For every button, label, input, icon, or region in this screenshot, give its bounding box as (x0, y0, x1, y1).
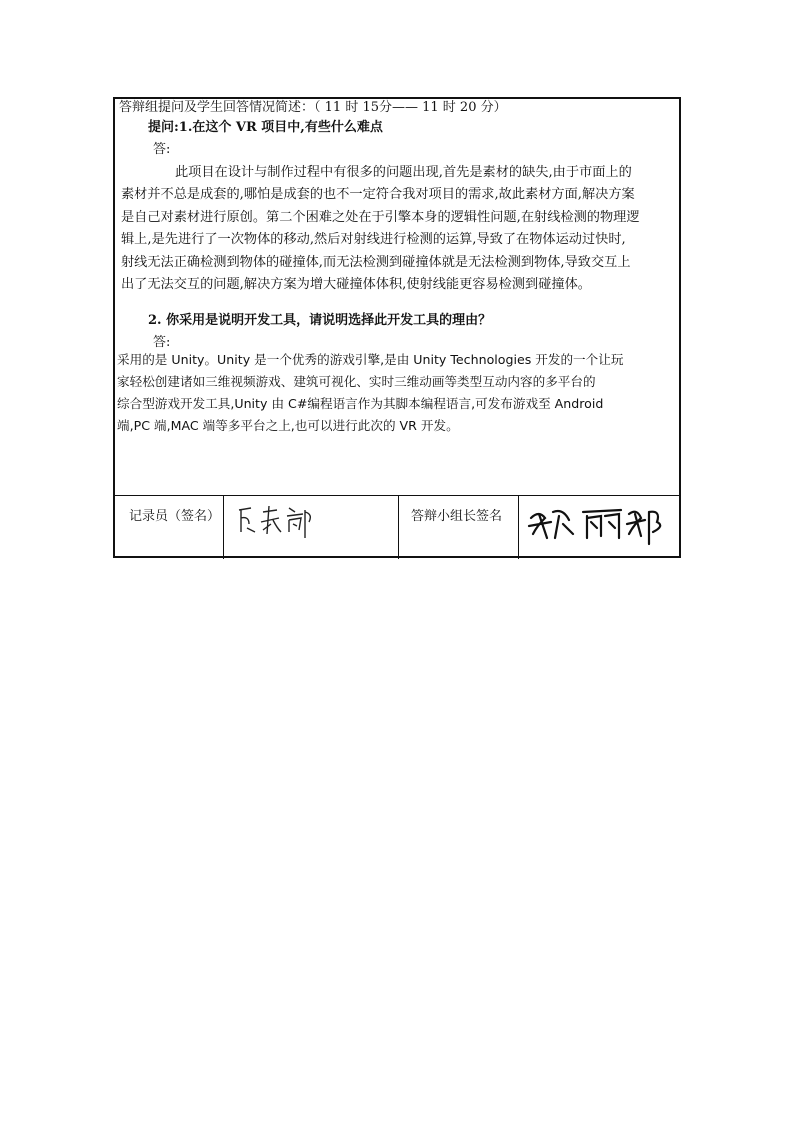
answer-1-line: 是自己对素材进行原创。第二个困难之处在于引擎本身的逻辑性问题,在射线检测的物理逻 (121, 210, 640, 225)
answer-1-label: 答: (153, 142, 171, 157)
recorder-label: 记录员（签名） (129, 509, 221, 524)
divider (223, 496, 224, 559)
question-2: 2. 你采用是说明开发工具，请说明选择此开发工具的理由？ (148, 313, 492, 328)
answer-1-line: 此项目在设计与制作过程中有很多的问题出现,首先是素材的缺失,由于市面上的 (175, 165, 632, 180)
recorder-signature (233, 502, 323, 542)
answer-1-line: 素材并不总是成套的,哪怕是成套的也不一定符合我对项目的需求,故此素材方面,解决方案 (121, 187, 635, 202)
answer-2-line: 家轻松创建诸如三维视频游戏、建筑可视化、实时三维动画等类型互动内容的多平台的 (117, 374, 596, 389)
signature-row (115, 495, 679, 559)
answer-2-line: 端,PC 端,MAC 端等多平台之上,也可以进行此次的 VR 开发。 (117, 418, 459, 433)
leader-signature (525, 500, 675, 550)
defense-record-form (113, 97, 681, 558)
qa-section (115, 99, 679, 495)
qa-header (119, 99, 507, 117)
leader-label: 答辩小组长签名 (411, 509, 503, 524)
qa-time-range: （ 11 时 15分—— 11 时 20 分） (314, 100, 507, 115)
question-1: 提问:1.在这个 VR 项目中,有些什么难点 (148, 120, 383, 135)
answer-2-label: 答: (153, 335, 171, 350)
divider (518, 496, 519, 559)
answer-2-line: 综合型游戏开发工具,Unity 由 C#编程语言作为其脚本编程语言,可发布游戏至 Android (117, 396, 604, 411)
divider (398, 496, 399, 559)
qa-header-label: 答辩组提问及学生回答情况简述： (119, 100, 315, 115)
answer-1-line: 射线无法正确检测到物体的碰撞体,而无法检测到碰撞体就是无法检测到物体,导致交互上 (121, 255, 631, 270)
answer-2-line: 采用的是 Unity。Unity 是一个优秀的游戏引擎,是由 Unity Technologies 开发的一个让玩 (117, 352, 624, 367)
answer-1-line: 出了无法交互的问题,解决方案为增大碰撞体体积,使射线能更容易检测到碰撞体。 (121, 277, 591, 292)
answer-1-line: 辑上,是先进行了一次物体的移动,然后对射线进行检测的运算,导致了在物体运动过快时, (121, 232, 626, 247)
